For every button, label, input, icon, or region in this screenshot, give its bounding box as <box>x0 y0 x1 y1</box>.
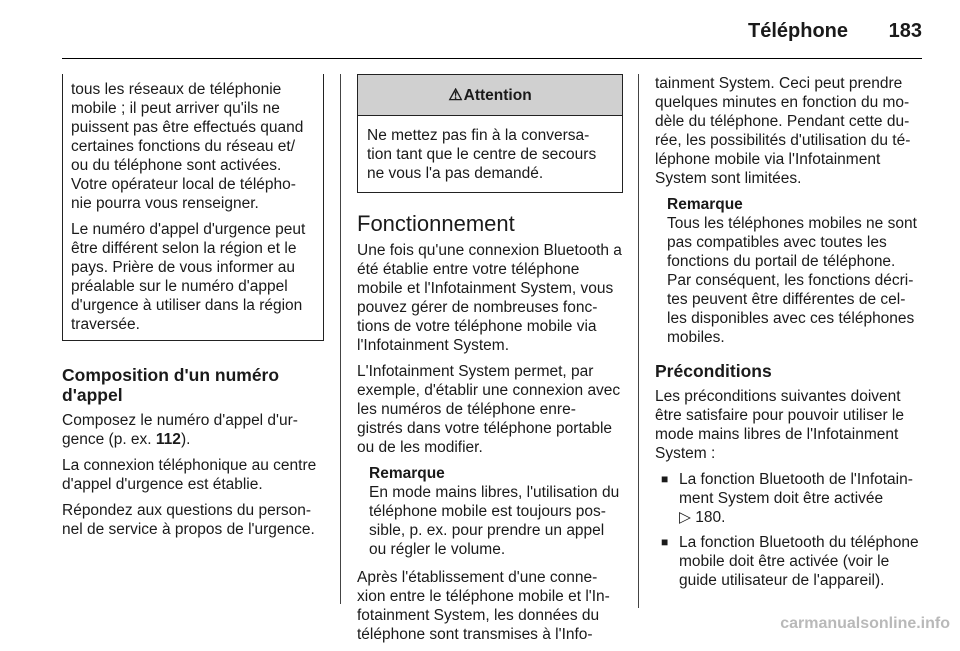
paragraph-preconditions: Les préconditions suivantes doivent être satisfaire pour pouvoir utiliser le mode mains libres de l'Infotainment System : <box>655 388 904 462</box>
warning-header <box>358 75 622 116</box>
warning-title: Attention <box>463 86 532 104</box>
remark-text: En mode mains libres, l'utilisation du téléphone mobile est toujours pos‐ sible, p. ex. pour prendre un appel ou régler le volume. <box>369 484 620 558</box>
header-divider <box>62 58 922 59</box>
page-title: Téléphone <box>747 20 848 42</box>
paragraph-answer: Répondez aux questions du person‐ nel de service à propos de l'urgence. <box>62 502 315 538</box>
warning-text: Ne mettez pas fin à la conversa‐ tion tant que le centre de secours ne vous l'a pas demandé. <box>367 127 597 182</box>
info-paragraph-2: Le numéro d'appel d'urgence peut être différent selon la région et le pays. Prière de vous informer au préalable sur le numéro d'appel d'urgence à utiliser dans la région traversée. <box>71 221 306 333</box>
paragraph-infotainment: L'Infotainment System permet, par exemple, d'établir une connexion avec les numéros de téléphone enre‐ gistrés dans votre téléphone portable ou de les modifier. <box>357 363 621 456</box>
bullet-square-icon: ■ <box>661 472 669 486</box>
section-heading-operation: Fonctionnement <box>357 211 515 236</box>
warning-icon: ⚠ <box>448 86 463 104</box>
info-paragraph-1: tous les réseaux de téléphonie mobile ; il peut arriver qu'ils ne puissent pas être effectués quand certaines fonctions du réseau et/ ou du téléphone sont activées. Votre opérateur local de télépho‐ nie pourra vous renseigner. <box>71 81 304 212</box>
emergency-number: 112 <box>155 431 181 448</box>
column-divider-right <box>638 74 639 608</box>
section-heading-emergency-dial: Composition d'un numéro d'appel <box>62 365 280 405</box>
remark-title: Remarque <box>667 196 743 213</box>
watermark: carmanualsonline.info <box>780 615 950 632</box>
remark-block <box>667 195 923 347</box>
reference-arrow-icon: ▷ <box>679 509 691 526</box>
remark-block <box>369 464 623 559</box>
continued-info-box <box>62 74 324 341</box>
list-item: ■ La fonction Bluetooth du téléphone mobile doit être activée (voir le guide utilisateur de l'appareil). <box>655 533 923 590</box>
column-left <box>62 74 324 546</box>
column-divider-left <box>340 74 341 604</box>
remark-text: Tous les téléphones mobiles ne sont pas compatibles avec toutes les fonctions du portail de téléphone. Par conséquent, les fonctions décri‐ tes peuvent être différentes de cel‐ les disponibles avec ces téléphones mobiles. <box>667 215 917 346</box>
bullet-square-icon: ■ <box>661 535 669 549</box>
column-middle <box>357 74 623 651</box>
paragraph-dial: Composez le numéro d'appel d'ur‐ gence (p. ex. 112). <box>62 412 298 448</box>
warning-box <box>357 74 623 193</box>
page-reference-link[interactable]: 180. <box>695 509 726 526</box>
section-heading-preconditions: Préconditions <box>655 361 772 381</box>
remark-title: Remarque <box>369 465 445 482</box>
paragraph-bluetooth: Une fois qu'une connexion Bluetooth a été établie entre votre téléphone mobile et l'Infotainment System, vous pouvez gérer de nombreuses fonc‐ tions de votre téléphone mobile via l'Infotainment System. <box>357 242 622 354</box>
paragraph-connection: La connexion téléphonique au centre d'appel d'urgence est établie. <box>62 457 317 493</box>
column-right <box>655 74 923 596</box>
list-item: ■ La fonction Bluetooth de l'Infotain‐ ment System doit être activée ▷ 180. <box>655 470 923 527</box>
page-number: 183 <box>888 20 922 42</box>
paragraph-continued: tainment System. Ceci peut prendre quelques minutes en fonction du mo‐ dèle du téléphone. Pendant cette du‐ rée, les possibilités d'utilisation du té‐ léphone mobile via l'Infotainment System sont limitées. <box>655 75 911 187</box>
paragraph-data-transfer: Après l'établissement d'une conne‐ xion entre le téléphone mobile et l'In‐ fotainment System, les données du téléphone sont transmises à l'Info‐ <box>357 569 610 643</box>
